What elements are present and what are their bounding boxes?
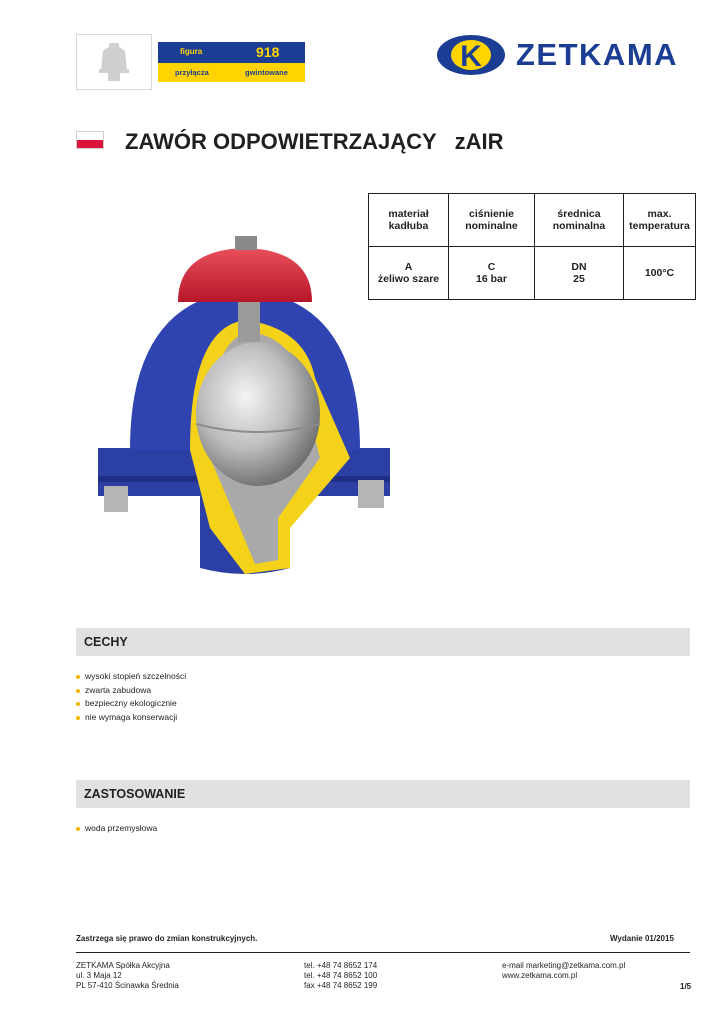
features-heading-bar — [76, 628, 690, 656]
logo-letter: K — [460, 40, 482, 73]
list-item: zwarta zabudowa — [76, 684, 186, 698]
header-pressure: ciśnienie nominalne — [449, 194, 535, 247]
zetkama-k-icon — [436, 34, 506, 76]
value-material: A żeliwo szare — [369, 247, 449, 300]
connection-label: przyłącza — [175, 68, 209, 77]
list-item: woda przemysłowa — [76, 822, 157, 836]
value-temperature: 100°C — [624, 247, 696, 300]
header-material: materiał kadłuba — [369, 194, 449, 247]
figure-label: figura — [180, 47, 203, 56]
application-heading: ZASTOSOWANIE — [84, 787, 186, 801]
features-heading: CECHY — [84, 635, 128, 649]
poland-flag-icon — [76, 131, 104, 149]
figure-box — [158, 42, 305, 82]
product-thumbnail — [76, 34, 152, 90]
list-item: wysoki stopień szczelności — [76, 670, 186, 684]
disclaimer-note: Zastrzega się prawo do zmian konstrukcyjnych. — [76, 934, 258, 943]
figure-number: 918 — [256, 44, 280, 60]
brand-logo — [436, 34, 696, 76]
company-web — [502, 961, 625, 981]
value-diameter: DN 25 — [535, 247, 624, 300]
product-image — [90, 228, 400, 580]
website-link[interactable]: www.zetkama.com.pl — [502, 971, 578, 980]
connection-type: gwintowane — [245, 68, 288, 77]
footer-divider — [76, 952, 690, 953]
list-item: nie wymaga konserwacji — [76, 711, 186, 725]
spec-table — [368, 193, 696, 300]
features-list — [76, 670, 186, 724]
air-valve-cutaway-icon — [90, 228, 400, 580]
brand-name: ZETKAMA — [516, 37, 679, 72]
valve-silhouette-icon — [77, 35, 151, 89]
application-heading-bar — [76, 780, 690, 808]
email-link[interactable]: e-mail marketing@zetkama.com.pl — [502, 961, 626, 970]
page-title: ZAWÓR ODPOWIETRZAJĄCY zAIR — [125, 129, 504, 154]
page-number: 1/5 — [680, 982, 692, 991]
company-address: ZETKAMA Spółka Akcyjna ul. 3 Maja 12 PL 57-410 Ścinawka Średnia — [76, 961, 179, 990]
application-list — [76, 822, 157, 836]
header-temperature: max. temperatura — [624, 194, 696, 247]
list-item: bezpieczny ekologicznie — [76, 697, 186, 711]
company-phones: tel. +48 74 8652 174 tel. +48 74 8652 100 fax +48 74 8652 199 — [304, 961, 378, 990]
value-pressure: C 16 bar — [449, 247, 535, 300]
header-diameter: średnica nominalna — [535, 194, 624, 247]
edition-label: Wydanie 01/2015 — [610, 934, 674, 943]
